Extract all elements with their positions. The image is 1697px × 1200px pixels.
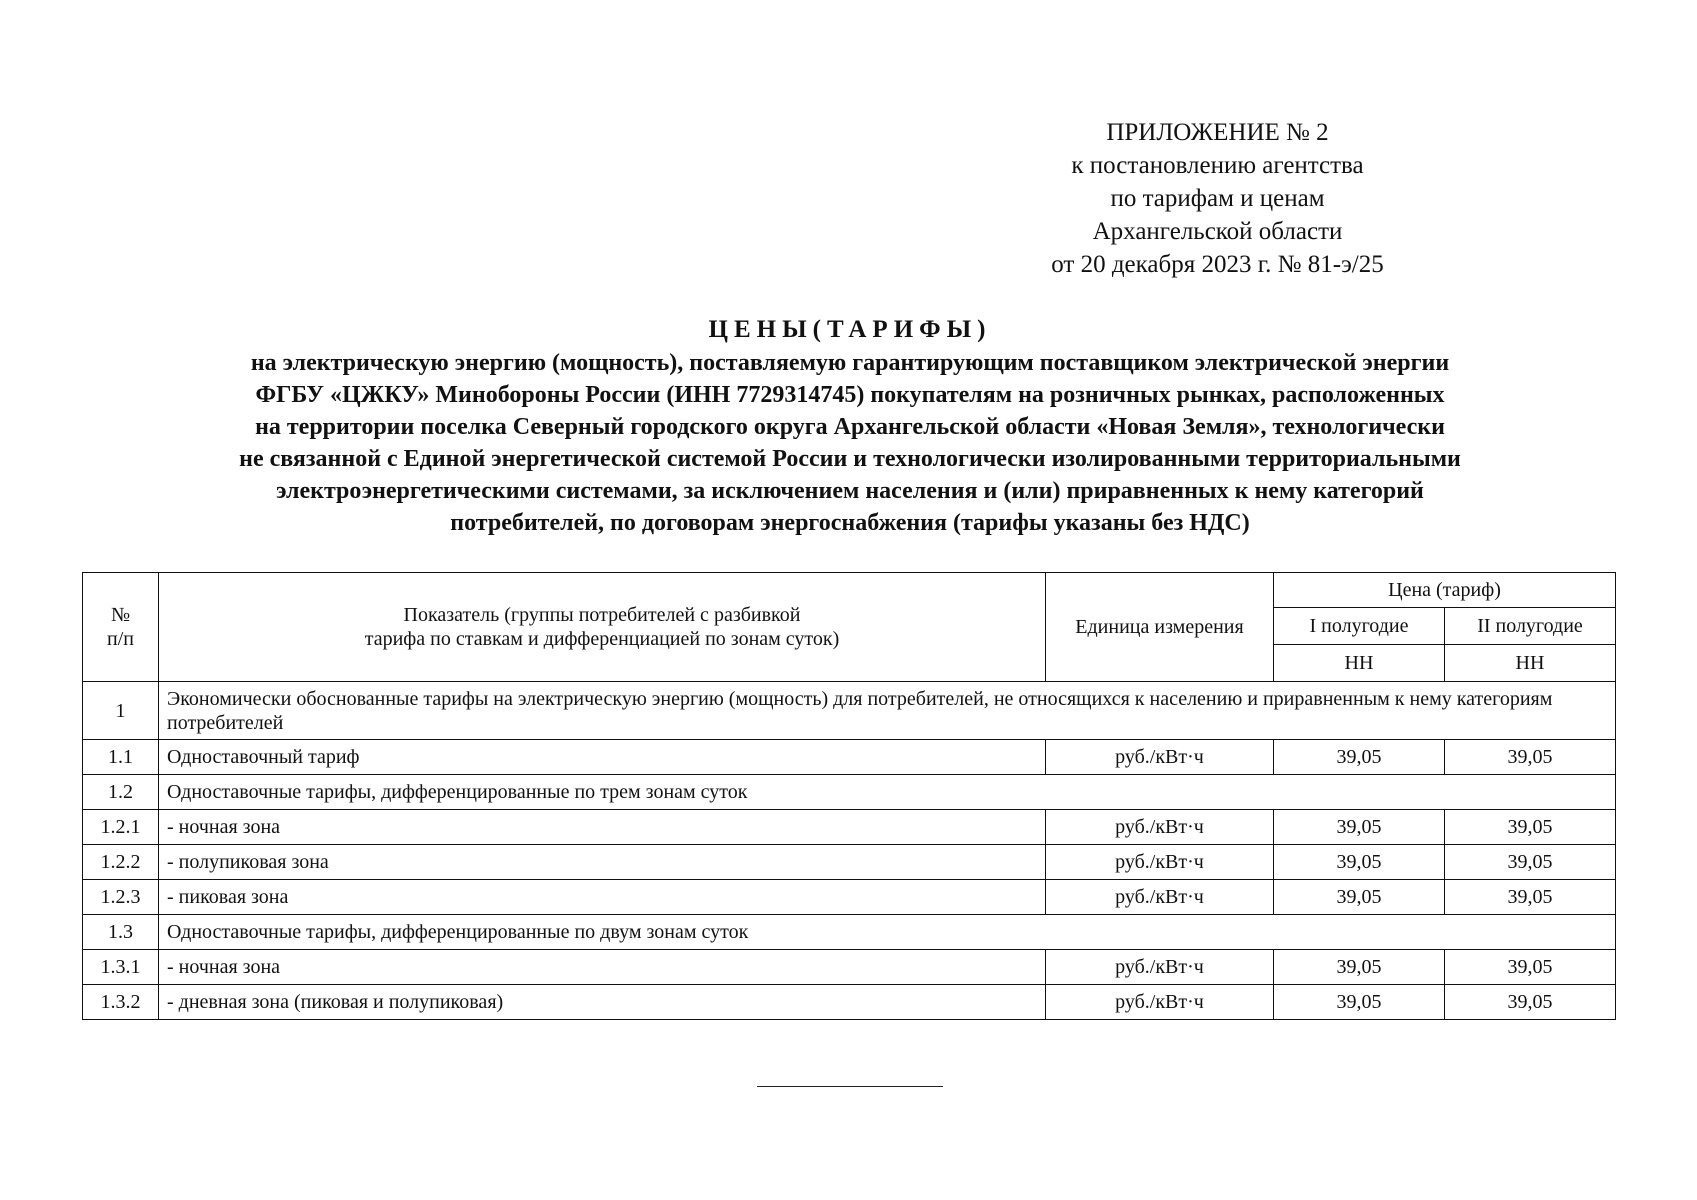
row-unit: руб./кВт·ч [1046,810,1274,845]
row-value-half1: 39,05 [1274,880,1445,915]
row-num: 1.2.2 [83,845,159,880]
appendix-ref-line: по тарифам и ценам [1110,185,1325,212]
row-value-half2: 39,05 [1445,880,1616,915]
table-section-row [83,682,1616,740]
row-num: 1.3.2 [83,985,159,1020]
table-row [83,985,1616,1020]
title-line: потребителей, по договорам энергоснабжения (тарифы указаны без НДС) [450,510,1250,536]
table-row [83,880,1616,915]
title-description [90,347,1610,539]
header-half-2: II полугодие [1445,608,1616,645]
row-indicator: Одноставочные тарифы, дифференцированные по двум зонам суток [159,915,1616,950]
header-num-symbol: № [110,604,131,626]
document-title [90,313,1610,539]
tariff-table [82,572,1616,1020]
header-voltage-1: НН [1274,645,1445,682]
table-header-row [83,573,1616,608]
header-half-1: I полугодие [1274,608,1445,645]
header-unit: Единица измерения [1046,573,1274,682]
row-value-half2: 39,05 [1445,845,1616,880]
row-num: 1.2.1 [83,810,159,845]
row-num: 1.3.1 [83,950,159,985]
row-num: 1.3 [83,915,159,950]
row-indicator: Одноставочные тарифы, дифференцированные по трем зонам суток [159,775,1616,810]
table-row [83,810,1616,845]
row-unit: руб./кВт·ч [1046,950,1274,985]
title-line: электроэнергетическими системами, за исключением населения и (или) приравненных к нему категорий [276,478,1424,504]
section-text: Экономически обоснованные тарифы на электрическую энергию (мощность) для потребителей, не относящихся к населению и приравненным к нему категориям потребителей [159,682,1616,740]
row-indicator: - полупиковая зона [159,845,1046,880]
header-num-abbr: п/п [107,628,134,650]
table-subsection-row [83,915,1616,950]
row-value-half1: 39,05 [1274,845,1445,880]
row-value-half1: 39,05 [1274,740,1445,775]
row-unit: руб./кВт·ч [1046,740,1274,775]
table-row [83,740,1616,775]
row-value-half1: 39,05 [1274,810,1445,845]
row-value-half2: 39,05 [1445,985,1616,1020]
row-value-half1: 39,05 [1274,985,1445,1020]
appendix-date-number: от 20 декабря 2023 г. № 81-э/25 [1051,251,1384,278]
row-indicator: - пиковая зона [159,880,1046,915]
row-num: 1.1 [83,740,159,775]
row-unit: руб./кВт·ч [1046,880,1274,915]
header-num [83,573,159,682]
row-indicator: Одноставочный тариф [159,740,1046,775]
row-value-half2: 39,05 [1445,810,1616,845]
row-num: 1.2 [83,775,159,810]
row-num: 1.2.3 [83,880,159,915]
table-row [83,950,1616,985]
row-num: 1 [83,682,159,740]
row-value-half2: 39,05 [1445,950,1616,985]
appendix-ref-line: к постановлению агентства [1071,152,1364,179]
title-line: на электрическую энергию (мощность), поставляемую гарантирующим поставщиком электрической энергии [250,350,1450,376]
end-divider [757,1086,943,1087]
title-line: на территории поселка Северный городского округа Архангельской области «Новая Земля», технологически [255,414,1445,440]
row-unit: руб./кВт·ч [1046,845,1274,880]
appendix-ref-line: Архангельской области [1092,218,1343,245]
title-line: не связанной с Единой энергетической системой России и технологически изолированными территориальными [239,446,1461,472]
header-indicator-line: тарифа по ставкам и дифференциацией по зонам суток) [364,628,840,650]
table-subsection-row [83,775,1616,810]
row-value-half2: 39,05 [1445,740,1616,775]
appendix-header [1030,116,1405,281]
header-voltage-2: НН [1445,645,1616,682]
appendix-number: ПРИЛОЖЕНИЕ № 2 [1106,119,1329,146]
table-row [83,845,1616,880]
row-unit: руб./кВт·ч [1046,985,1274,1020]
header-indicator [159,573,1046,682]
row-indicator: - ночная зона [159,810,1046,845]
header-indicator-line: Показатель (группы потребителей с разбивкой [403,604,801,626]
row-indicator: - ночная зона [159,950,1046,985]
title-line: ФГБУ «ЦЖКУ» Минобороны России (ИНН 7729314745) покупателям на розничных рынках, расположенных [255,382,1445,408]
title-main: ЦЕНЫ(ТАРИФЫ) [708,316,992,343]
header-price: Цена (тариф) [1274,573,1616,608]
row-value-half1: 39,05 [1274,950,1445,985]
row-indicator: - дневная зона (пиковая и полупиковая) [159,985,1046,1020]
